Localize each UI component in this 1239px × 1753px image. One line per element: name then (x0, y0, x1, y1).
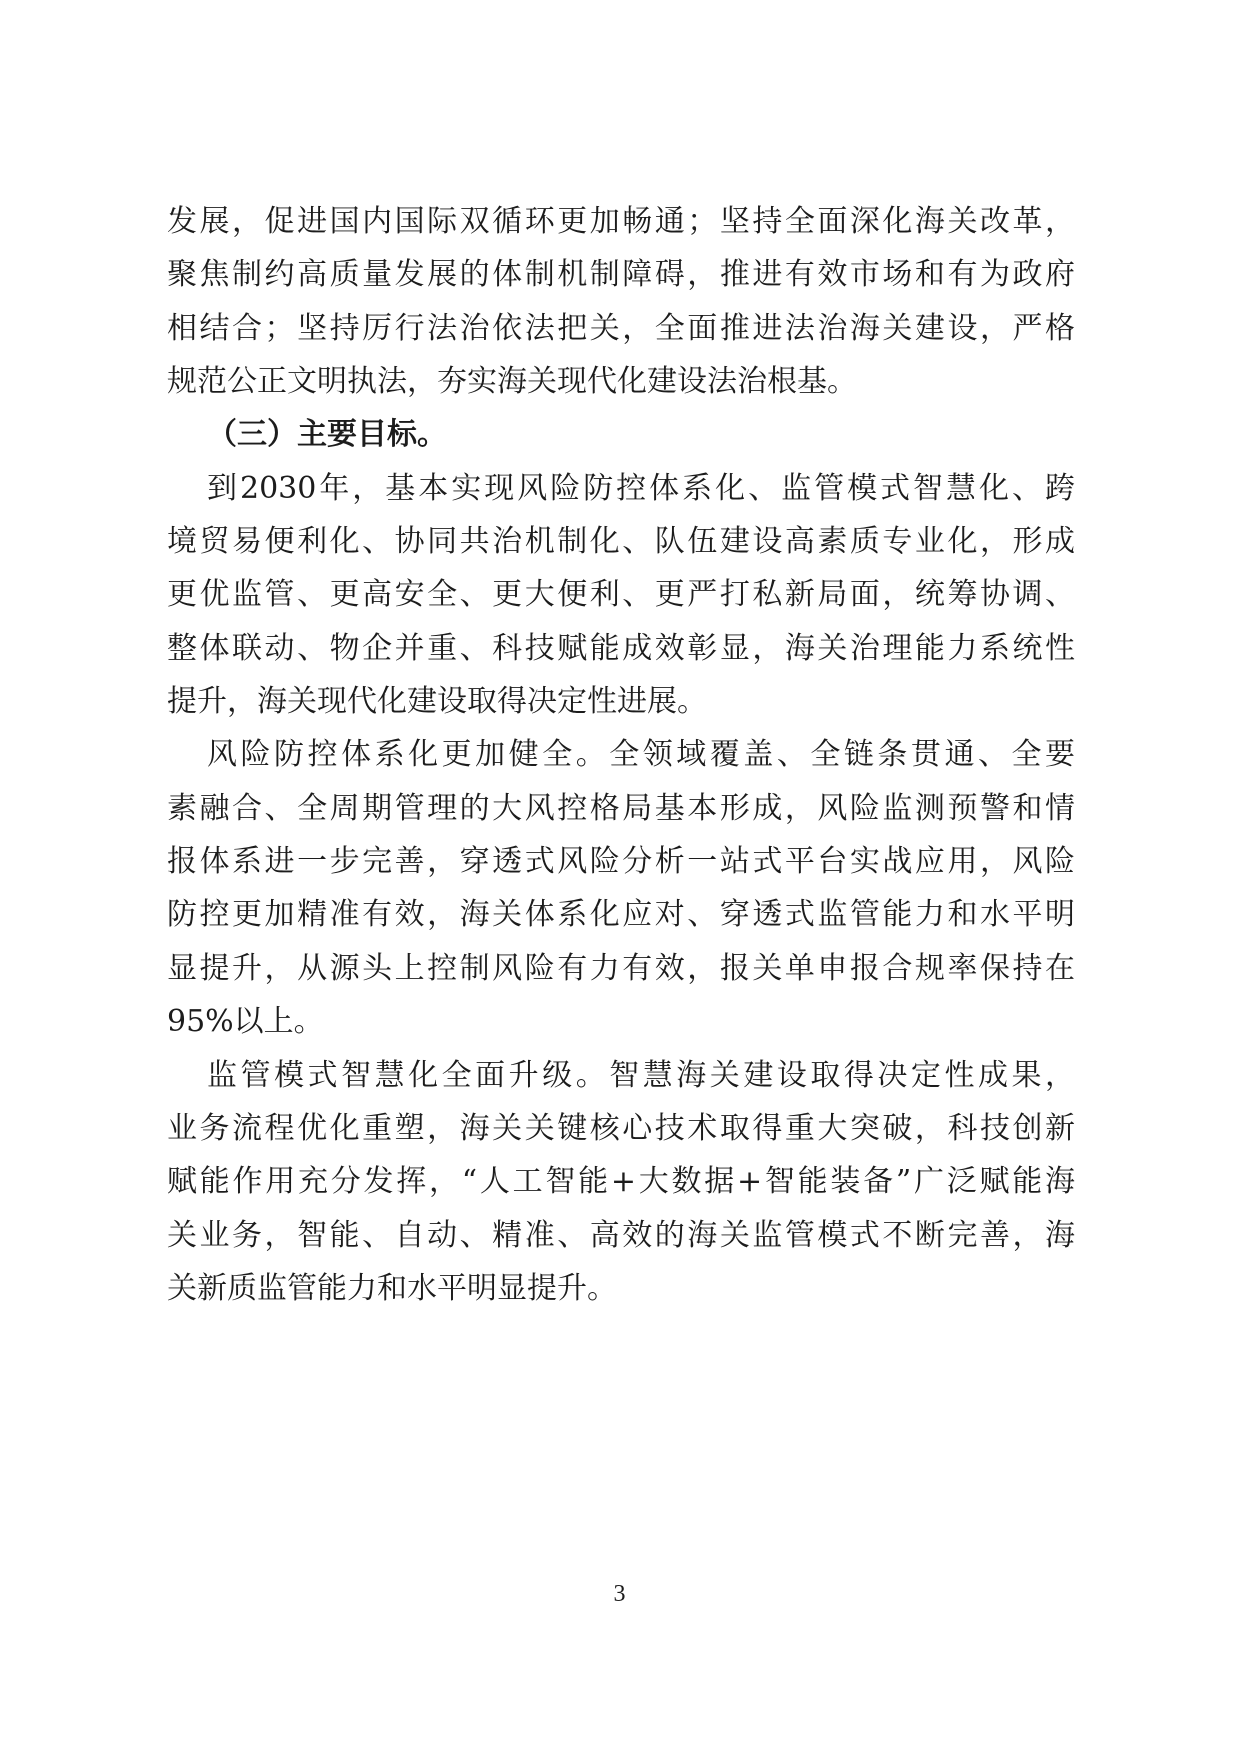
text-line: 发展，促进国内国际双循环更加畅通；坚持全面深化海关改革， (167, 204, 1075, 239)
text-line: 防控更加精准有效，海关体系化应对、穿透式监管能力和水平明 (167, 897, 1075, 933)
text-line: 赋能作用充分发挥，“人工智能+大数据+智能装备”广泛赋能海 (167, 1164, 1075, 1200)
text-line: 显提升，从源头上控制风险有力有效，报关单申报合规率保持在 (167, 950, 1075, 986)
text-line: 业务流程优化重塑，海关关键核心技术取得重大突破，科技创新 (167, 1110, 1075, 1146)
paragraph-overall-goal (167, 462, 1075, 729)
text-line: 95%以上。 (167, 1004, 324, 1040)
text-line: 风险防控体系化更加健全。全领域覆盖、全链条贯通、全要 (207, 737, 1075, 773)
text-line: 监管模式智慧化全面升级。智慧海关建设取得决定性成果， (207, 1057, 1075, 1093)
text-line: 关业务，智能、自动、精准、高效的海关监管模式不断完善，海 (167, 1217, 1075, 1253)
text-line: 素融合、全周期管理的大风控格局基本形成，风险监测预警和情 (167, 790, 1075, 826)
paragraph-risk-control (167, 728, 1075, 1048)
paragraph-smart-supervision (167, 1049, 1075, 1316)
text-line: 规范公正文明执法，夯实海关现代化建设法治根基。 (167, 364, 857, 400)
body-text (167, 195, 1075, 1315)
text-line: 到2030年，基本实现风险防控体系化、监管模式智慧化、跨 (207, 470, 1075, 506)
text-line: 相结合；坚持厉行法治依法把关，全面推进法治海关建设，严格 (167, 310, 1075, 346)
text-line: 聚焦制约高质量发展的体制机制障碍，推进有效市场和有为政府 (167, 257, 1075, 293)
text-line: 更优监管、更高安全、更大便利、更严打私新局面，统筹协调、 (167, 577, 1075, 613)
page-number: 3 (613, 1581, 626, 1607)
text-line: 整体联动、物企并重、科技赋能成效彰显，海关治理能力系统性 (167, 630, 1075, 666)
text-line: 提升，海关现代化建设取得决定性进展。 (167, 684, 707, 720)
section-heading-text: （三）主要目标。 (207, 417, 447, 453)
text-line: 境贸易便利化、协同共治机制化、队伍建设高素质专业化，形成 (167, 524, 1075, 560)
section-heading (167, 408, 1075, 461)
text-line: 关新质监管能力和水平明显提升。 (167, 1270, 617, 1306)
paragraph-continuation (167, 195, 1075, 408)
text-line: 报体系进一步完善，穿透式风险分析一站式平台实战应用，风险 (167, 844, 1075, 880)
